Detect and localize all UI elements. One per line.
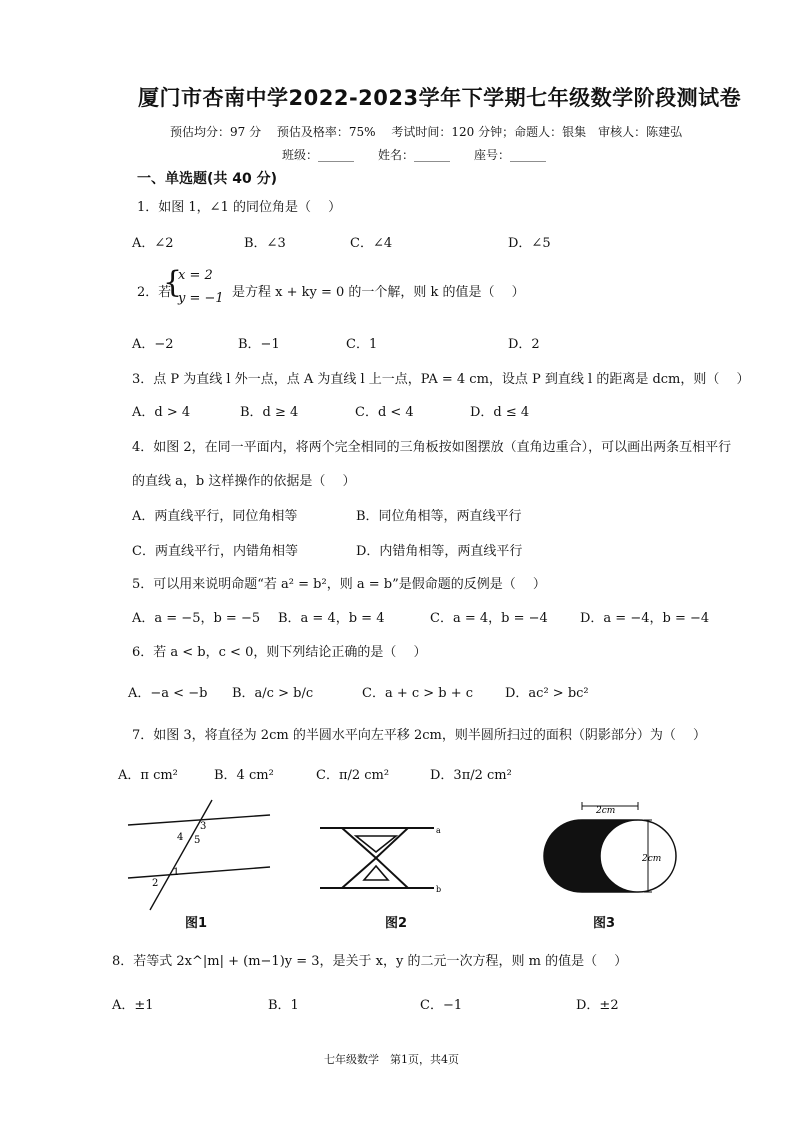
line-label-b: b bbox=[436, 885, 442, 894]
figure-1-diagram bbox=[120, 795, 280, 915]
q3-option-b: B．d ≥ 4 bbox=[240, 405, 299, 420]
exam-meta: 预估均分：97 分 预估及格率：75% 考试时间：120 分钟；命题人：银集 审核人：陈建弘 bbox=[170, 125, 683, 139]
height-label: 2cm bbox=[642, 854, 662, 864]
q4-option-d: D．内错角相等，两直线平行 bbox=[356, 544, 523, 559]
question-3-stem: 3．点 P 为直线 l 外一点，点 A 为直线 l 上一点，PA = 4 cm，设点 P 到直线 l 的距离是 dcm，则（ ） bbox=[132, 372, 750, 387]
question-8-stem: 8．若等式 2x^|m| + (m−1)y = 3，是关于 x，y 的二元一次方程，则 m 的值是（ ） bbox=[112, 954, 628, 969]
question-5-stem: 5．可以用来说明命题“若 a² = b²，则 a = b”是假命题的反例是（ ） bbox=[132, 577, 546, 592]
q2-option-a: A．−2 bbox=[132, 337, 174, 352]
q2-option-b: B．−1 bbox=[238, 337, 280, 352]
page-footer: 七年级数学 第1页，共4页 bbox=[324, 1053, 459, 1066]
question-2-prefix: 2．若 bbox=[137, 285, 172, 300]
angle-label-2: 2 bbox=[152, 878, 159, 889]
question-6-stem: 6．若 a < b，c < 0，则下列结论正确的是（ ） bbox=[132, 645, 427, 660]
figure-2-diagram bbox=[312, 822, 452, 897]
q4-option-a: A．两直线平行，同位角相等 bbox=[132, 509, 298, 524]
q5-option-d: D．a = −4，b = −4 bbox=[580, 611, 710, 626]
question-4-stem-line2: 的直线 a，b 这样操作的依据是（ ） bbox=[132, 474, 356, 489]
page-title: 厦门市杏南中学2022-2023学年下学期七年级数学阶段测试卷 bbox=[138, 86, 742, 110]
question-2-suffix: 是方程 x + ky = 0 的一个解，则 k 的值是（ ） bbox=[232, 285, 525, 300]
q1-option-a: A．∠2 bbox=[132, 236, 174, 251]
figure-3-caption: 图3 bbox=[593, 916, 616, 931]
q6-option-a: A．−a < −b bbox=[128, 686, 208, 701]
line-label-a: a bbox=[436, 826, 441, 835]
student-fields: 班级：______ 姓名：______ 座号：______ bbox=[282, 148, 547, 162]
width-label: 2cm bbox=[596, 806, 616, 816]
angle-label-5: 5 bbox=[194, 835, 201, 846]
q6-option-d: D．ac² > bc² bbox=[505, 686, 589, 701]
question-1-stem: 1．如图 1，∠1 的同位角是（ ） bbox=[137, 200, 342, 215]
q6-option-c: C．a + c > b + c bbox=[362, 686, 474, 701]
q3-option-d: D．d ≤ 4 bbox=[470, 405, 530, 420]
figure-2-caption: 图2 bbox=[385, 916, 408, 931]
q3-option-c: C．d < 4 bbox=[355, 405, 414, 420]
q7-option-b: B．4 cm² bbox=[214, 768, 274, 783]
system-brace: { bbox=[163, 265, 183, 300]
q5-option-a: A．a = −5，b = −5 bbox=[132, 611, 261, 626]
angle-label-4: 4 bbox=[177, 832, 184, 843]
q1-option-c: C．∠4 bbox=[350, 236, 393, 251]
q7-option-a: A．π cm² bbox=[118, 768, 178, 783]
q2-option-c: C．1 bbox=[346, 337, 378, 352]
q8-option-a: A．±1 bbox=[112, 998, 154, 1013]
q5-option-c: C．a = 4，b = −4 bbox=[430, 611, 548, 626]
section-heading: 一、单选题(共 40 分) bbox=[137, 171, 278, 187]
figure-1-caption: 图1 bbox=[185, 916, 208, 931]
q7-option-c: C．π/2 cm² bbox=[316, 768, 390, 783]
q8-option-c: C．−1 bbox=[420, 998, 463, 1013]
question-4-stem-line1: 4．如图 2，在同一平面内，将两个完全相同的三角板按如图摆放（直角边重合），可以画出两条互相平行 bbox=[132, 440, 732, 455]
q3-option-a: A．d > 4 bbox=[132, 405, 191, 420]
q4-option-c: C．两直线平行，内错角相等 bbox=[132, 544, 298, 559]
system-equation-2: y = −1 bbox=[178, 291, 224, 306]
q1-option-d: D．∠5 bbox=[508, 236, 551, 251]
angle-label-3: 3 bbox=[200, 821, 207, 832]
q8-option-d: D．±2 bbox=[576, 998, 619, 1013]
q7-option-d: D．3π/2 cm² bbox=[430, 768, 512, 783]
q4-option-b: B．同位角相等，两直线平行 bbox=[356, 509, 522, 524]
question-7-stem: 7．如图 3，将直径为 2cm 的半圆水平向左平移 2cm，则半圆所扫过的面积（阴影部分）为（ ） bbox=[132, 728, 706, 743]
figure-3-diagram bbox=[540, 800, 680, 905]
q8-option-b: B．1 bbox=[268, 998, 299, 1013]
q5-option-b: B．a = 4，b = 4 bbox=[278, 611, 385, 626]
q2-option-d: D．2 bbox=[508, 337, 540, 352]
q6-option-b: B．a/c > b/c bbox=[232, 686, 314, 701]
system-equation-1: x = 2 bbox=[178, 268, 213, 283]
q1-option-b: B．∠3 bbox=[244, 236, 286, 251]
angle-label-1: 1 bbox=[173, 867, 180, 878]
